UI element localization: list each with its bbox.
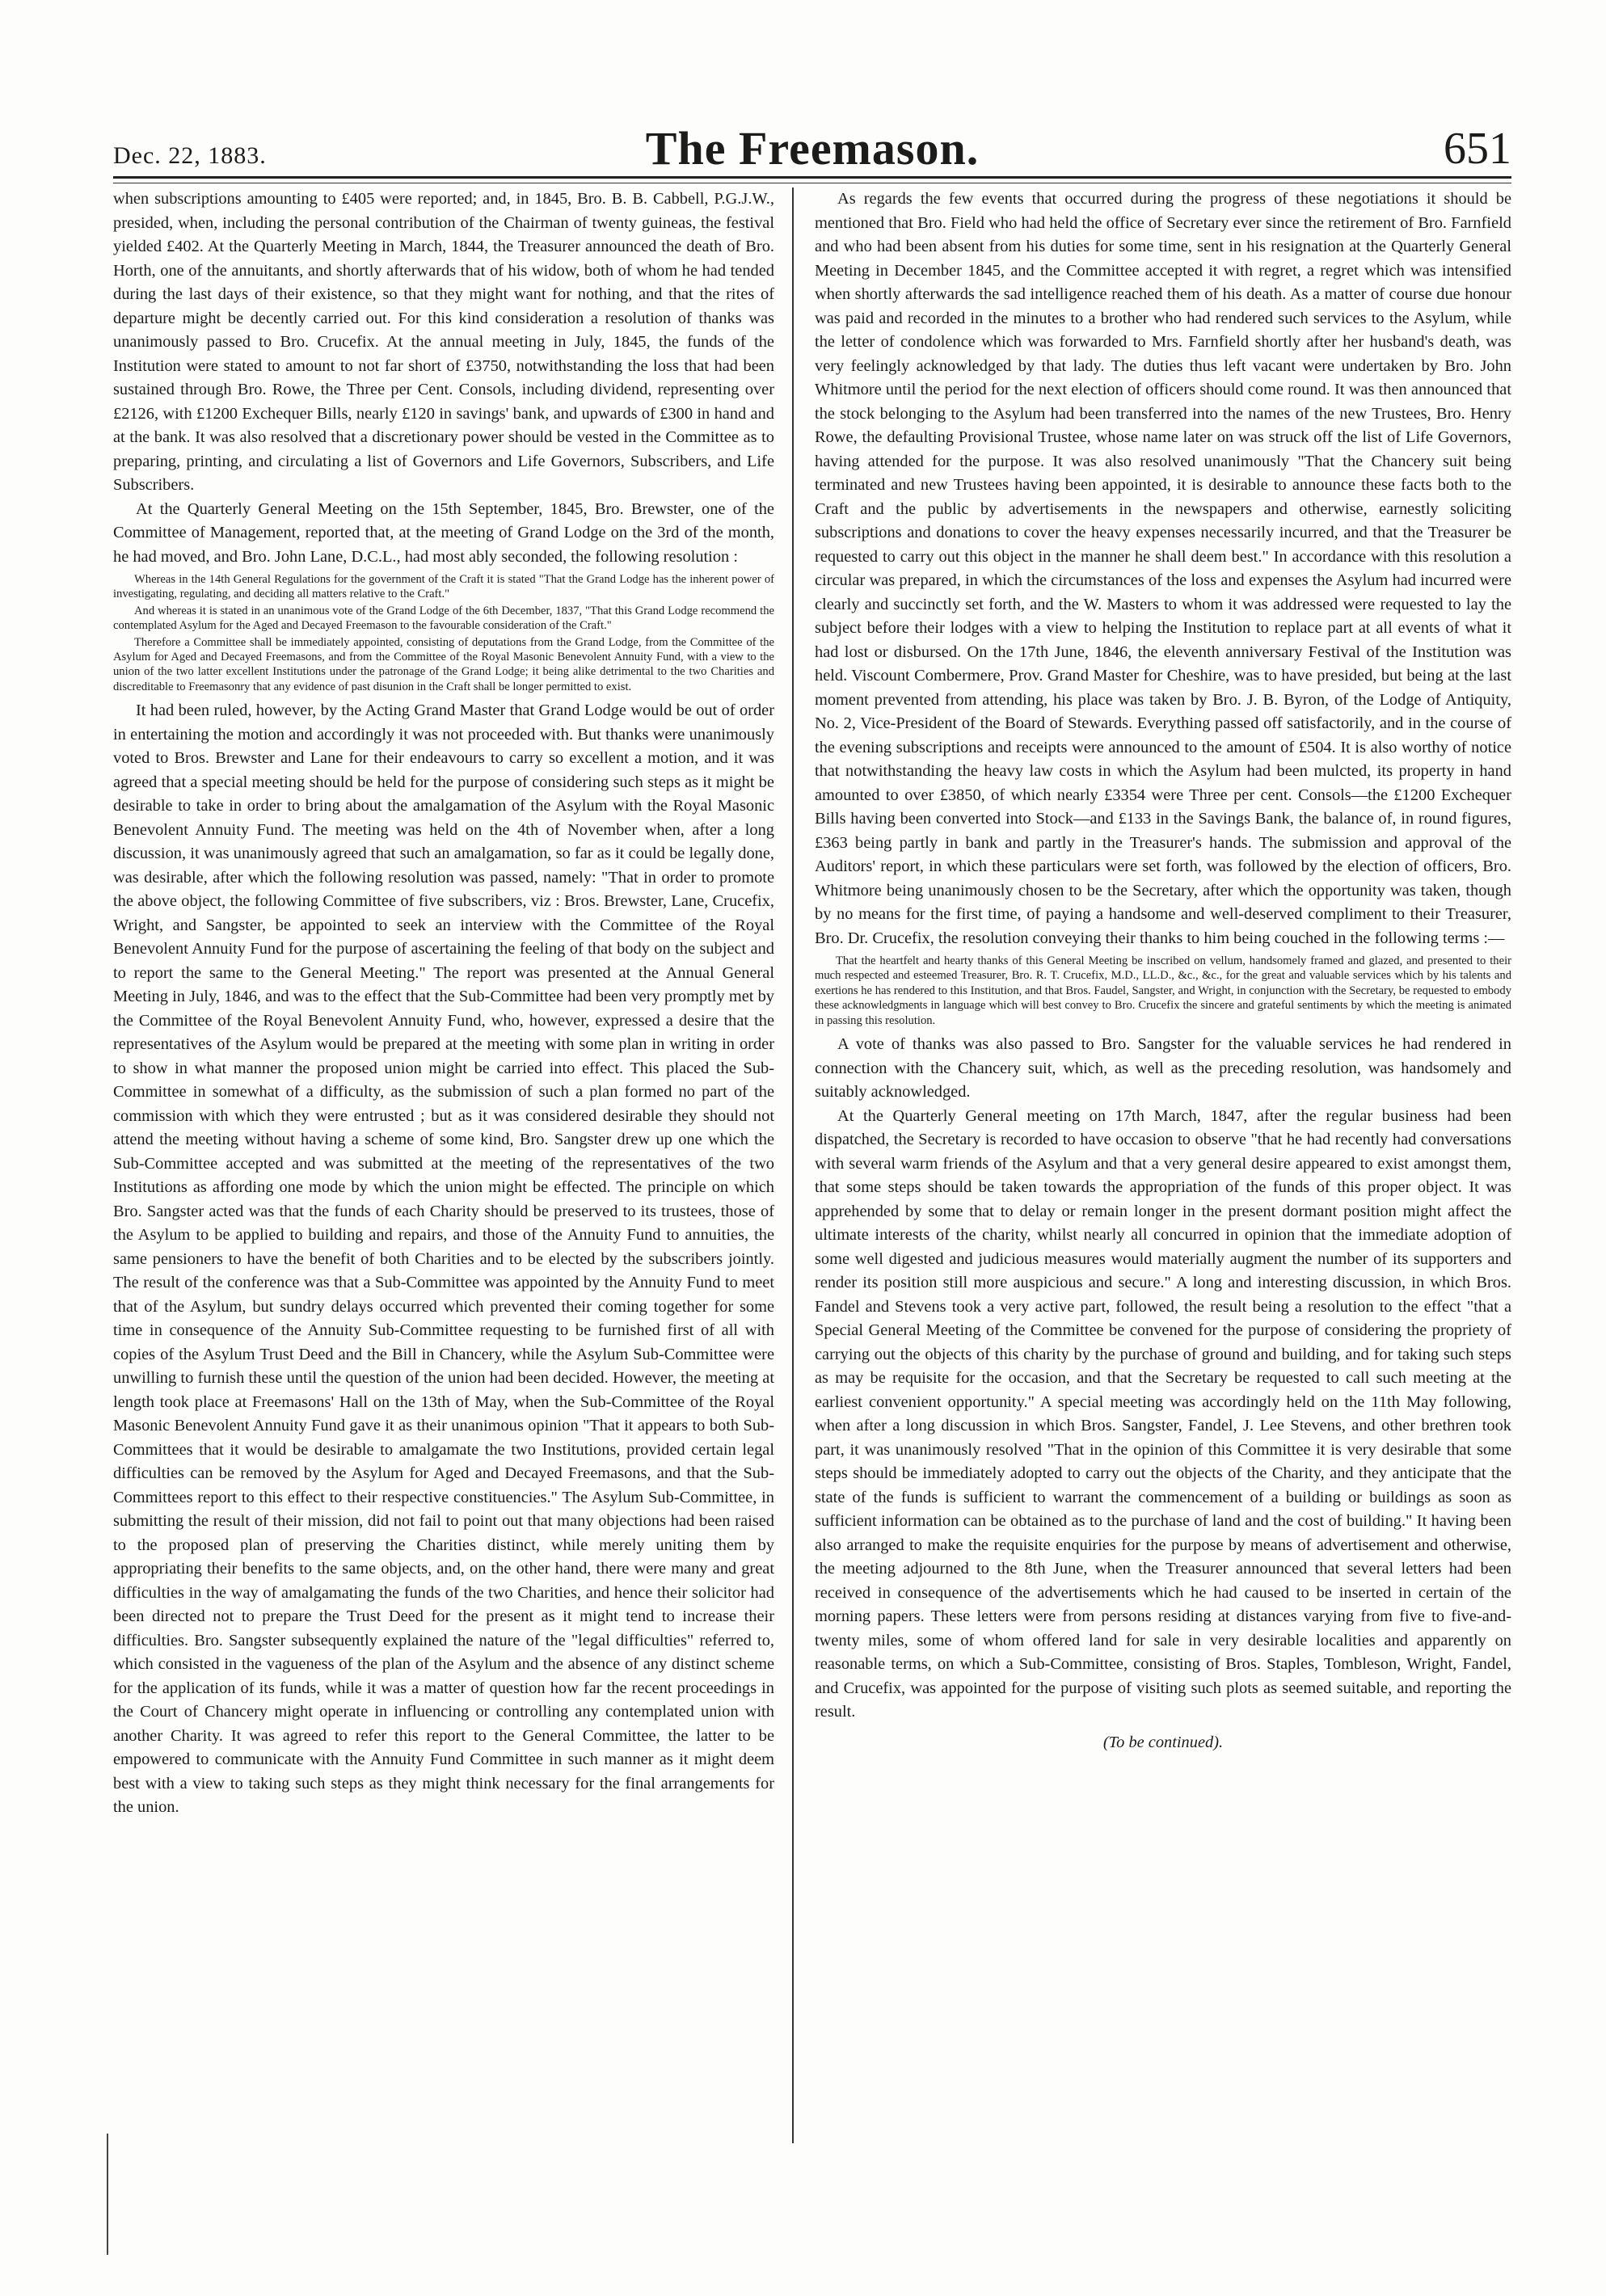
newspaper-title: The Freemason.: [645, 122, 980, 175]
margin-mark: [107, 2134, 108, 2255]
article-paragraph: A vote of thanks was also passed to Bro. Sangster for the valuable services he had rendered in connection with the Chancery suit, which, as well as the preceding resolution, was handsomely and suitably acknowledged.: [815, 1035, 1511, 1102]
left-column: [113, 187, 774, 2135]
resolution-clause: Therefore a Committee shall be immediately appointed, consisting of deputations from the Grand Lodge, from the Committee of the Asylum for Aged and Decayed Freemasons, and from the Committee of the Royal Masonic Benevolent Annuity Fund, with a view to the union of the two latter excellent Institutions under the patronage of the Grand Lodge; it being alike detrimental to the two Charities and discreditable to Freemasonry that any evidence of past disunion in the Craft shall be longer permitted to exist.: [113, 635, 774, 693]
column-divider: [792, 187, 794, 2143]
masthead: [113, 121, 1511, 178]
resolution-clause: And whereas it is stated in an unanimous vote of the Grand Lodge of the 6th December, 1837, "That this Grand Lodge recommend the contemplated Asylum for the Aged and Decayed Freemason to the favourable consideration of the Craft.": [113, 604, 774, 633]
article-paragraph: It had been ruled, however, by the Acting Grand Master that Grand Lodge would be out of order in entertaining the motion and accordingly it was not proceeded with. But thanks were unanimously voted to Bros. Brewster and Lane for their endeavours to carry so excellent a motion, and it was agreed that a special meeting should be held for the purpose of considering such steps as it might be desirable to take in order to bring about the amalgamation of the Asylum with the Royal Masonic Benevolent Annuity Fund. The meeting was held on the 4th of November when, after a long discussion, it was unanimously agreed that such an amalgamation, so far as it could be legally done, was desirable, after which the following resolution was passed, namely: "That in order to promote the above object, the following Committee of five subscribers, viz : Bros. Brewster, Lane, Crucefix, Wright, and Sangster, be appointed to seek an interview with the Committee of the Royal Benevolent Annuity Fund for the purpose of ascertaining the feeling of that body on the subject and to report the same to the General Meeting." The report was presented at the Annual General Meeting in July, 1846, and was to the effect that the Sub-Committee had been very promptly met by the Committee of the Royal Benevolent Annuity Fund, who, however, expressed a desire that the representatives of the Asylum would be prepared at the meeting with some plan in writing in order to show in what manner the proposed union might be carried into effect. This placed the Sub-Committee in somewhat of a difficulty, as the submission of such a plan formed no part of the commission with which they were entrusted ; but as it was considered desirable they should not attend the meeting without having a scheme of some kind, Bro. Sangster drew up one which the Sub-Committee accepted and was submitted at the meeting of the representatives of the two Institutions as affording one mode by which the union might be effected. The principle on which Bro. Sangster acted was that the funds of each Charity should be preserved to its trustees, those of the Asylum to be applied to building and repairs, and those of the Annuity Fund to annuities, the same pensioners to have the benefit of both Charities and to be elected by the subscribers jointly. The result of the conference was that a Sub-Committee was appointed by the Annuity Fund to meet that of the Asylum, but sundry delays occurred which prevented their coming together for some time in consequence of the Annuity Sub-Committee requesting to be furnished first of all with copies of the Asylum Trust Deed and the Bill in Chancery, while the Asylum Sub-Committee were unwilling to furnish these until the question of the union had been decided. However, the meeting at length took place at Freemasons' Hall on the 13th of May, when the Sub-Committee of the Royal Masonic Benevolent Annuity Fund gave it as their unanimous opinion "That it appears to both Sub-Committees that it would be desirable to amalgamate the two Institutions, provided certain legal difficulties can be removed by the Asylum for Aged and Decayed Freemasons, and that the Sub-Committees report to this effect to their respective constituencies." The Asylum Sub-Committee, in submitting the result of their mission, did not fail to point out that many objections had been raised to the proposed plan of preserving the Charities distinct, while merely uniting them by appropriating their benefits to the same objects, and, on the other hand, there were many and great difficulties in the way of amalgamating the funds of the two Charities, and hence their solicitor had been directed not to prepare the Trust Deed for the present as it might tend to increase their difficulties. Bro. Sangster subsequently explained the nature of the "legal difficulties" referred to, which consisted in the vagueness of the plan of the Asylum and the absence of any distinct scheme for the application of its funds, while it was a matter of question how far the recent proceedings in the Court of Chancery might operate in influencing or controlling any contemplated union with another Charity. It was agreed to refer this report to the General Committee, the latter to be empowered to communicate with the Annuity Fund Committee in such manner as it might deem best with a view to taking such steps as they might think necessary for the final arrangements for the union.: [113, 701, 774, 1817]
issue-date: Dec. 22, 1883.: [113, 142, 267, 169]
article-paragraph: when subscriptions amounting to £405 were reported; and, in 1845, Bro. B. B. Cabbell, P.G.J.W., presided, when, including the personal contribution of the Chairman of twenty guineas, the festival yielded £402. At the Quarterly Meeting in March, 1844, the Treasurer announced the death of Bro. Horth, one of the annuitants, and shortly afterwards that of his widow, both of whom he had tended during the last days of their existence, so that they might want for nothing, and that the rites of departure might be decently carried out. For this kind consideration a resolution of thanks was unanimously passed to Bro. Crucefix. At the annual meeting in July, 1845, the funds of the Institution were stated to amount to not far short of £3750, notwithstanding the loss that had been sustained through Bro. Rowe, the Three per Cent. Consols, including dividend, representing over £2126, with £1200 Exchequer Bills, nearly £120 in savings' bank, and upwards of £300 in hand and at the bank. It was also resolved that a discretionary power should be vested in the Committee as to preparing, printing, and circulating a list of Governors and Life Governors, Subscribers, and Life Subscribers.: [113, 190, 774, 494]
resolution-clause: Whereas in the 14th General Regulations for the government of the Craft it is stated "That the Grand Lodge has the inherent power of investigating, regulating, and deciding all matters relative to the Craft.": [113, 573, 774, 601]
article-paragraph: At the Quarterly General meeting on 17th March, 1847, after the regular business had been dispatched, the Secretary is recorded to have occasion to observe "that he had recently had conversations with several warm friends of the Asylum and that a very general desire appeared to exist amongst them, that some steps should be taken towards the appropriation of the funds of this proper object. It was apprehended by some that to delay or remain longer in the present dormant position might affect the ultimate interests of the charity, whilst nearly all concurred in opinion that the immediate adoption of some well digested and judicious measures would materially augment the number of its supporters and render its position still more auspicious and secure." A long and interesting discussion, in which Bros. Fandel and Stevens took a very active part, followed, the result being a resolution to the effect "that a Special General Meeting of the Committee be convened for the purpose of considering the propriety of carrying out the objects of this charity by the purchase of ground and building, and for taking such steps as may be requisite for the occasion, and that the Secretary be requested to call such meeting at the earliest convenient opportunity." A special meeting was accordingly held on the 11th May following, when after a long discussion in which Bros. Sangster, Fandel, J. Lee Stevens, and other brethren took part, it was unanimously resolved "That in the opinion of this Committee it is very desirable that some steps should be immediately adopted to carry out the objects of the Charity, and they anticipate that the state of the funds is sufficient to warrant the commencement of a building or buildings as soon as sufficient information can be obtained as to the purchase of land and the cost of building." It having been also arranged to make the requisite enquiries for the purpose by means of advertisement and otherwise, the meeting adjourned to the 8th June, when the Treasurer announced that several letters had been received in consequence of the advertisements which he had caused to be inserted in certain of the morning papers. These letters were from persons residing at distances varying from five to five-and-twenty miles, some of whom offered land for sale in very desirable localities and apparently on reasonable terms, on which a Sub-Committee, consisting of Bros. Staples, Tombleson, Wright, Fandel, and Crucefix, was appointed for the purpose of visiting such plots as seemed suitable, and reporting the result.: [815, 1106, 1511, 1721]
header-rule-thick: [113, 176, 1511, 179]
right-column: [815, 187, 1511, 2135]
resolution-text: That the heartfelt and hearty thanks of this General Meeting be inscribed on vellum, handsomely framed and glazed, and presented to their much respected and esteemed Treasurer, Bro. R. T. Crucefix, M.D., LL.D., &c., &c., for the great and valuable services which by his talents and exertions he has rendered to this Institution, and that Bros. Faudel, Sangster, and Wright, in conjunction with the Secretary, be requested to embody these acknowledgments in language which will best convey to Bro. Crucefix the sincere and grateful sentiments by which the meeting is animated in passing this resolution.: [815, 954, 1511, 1027]
thanks-resolution: [815, 954, 1511, 1028]
article-paragraph: As regards the few events that occurred during the progress of these negotiations it should be mentioned that Bro. Field who had held the office of Secretary ever since the retirement of Bro. Farnfield and who had been absent from his duties for some time, sent in his resignation at the Quarterly General Meeting in December 1845, and the Committee accepted it with regret, a regret which was intensified when shortly afterwards the sad intelligence reached them of his death. As a matter of course due honour was paid and recorded in the minutes to a brother who had rendered such services to the Asylum, while the letter of condolence which was forwarded to Mrs. Farnfield shortly after her husband's death, was very feelingly acknowledged by that lady. The duties thus left vacant were undertaken by Bro. John Whitmore until the period for the next election of officers should come round. It was then announced that the stock belonging to the Asylum had been transferred into the names of the new Trustees, Bro. Henry Rowe, the defaulting Provisional Trustee, whose name later on was struck off the list of Life Governors, having attended for the purpose. It was also resolved unanimously "That the Chancery suit being terminated and new Trustees having been appointed, it is desirable to announce these facts both to the Craft and the public by advertisements in the newspapers and otherwise, earnestly soliciting subscriptions and donations to cover the heavy expenses necessarily incurred, and that the Treasurer be requested to carry out this object in the manner he shall deem best." In accordance with this resolution a circular was prepared, in which the circumstances of the loss and expenses the Asylum had incurred were clearly and succinctly set forth, and the W. Masters to whom it was addressed were requested to lay the subject before their lodges with a view to helping the Institution to replace part at all events of what it had lost or disbursed. On the 17th June, 1846, the eleventh anniversary Festival of the Institution was held. Viscount Combermere, Prov. Grand Master for Cheshire, was to have presided, but being at the last moment prevented from attending, his place was taken by Bro. J. B. Byron, of the Lodge of Antiquity, No. 2, Vice-President of the Board of Stewards. Everything passed off satisfactorily, and in the course of the evening subscriptions and receipts were announced to the amount of £504. It is also worthy of notice that notwithstanding the heavy law costs in which the Asylum had been mulcted, its property in hand amounted to over £3850, of which nearly £3354 were Three per cent. Consols—the £1200 Exchequer Bills having been converted into Stock—and £133 in the Savings Bank, the balance of, in round figures, £363 being partly in bank and partly in the Treasurer's hands. The submission and approval of the Auditors' report, in which these particulars were set forth, was followed by the election of officers, Bro. Whitmore being unanimously chosen to be the Secretary, after which the opportunity was taken, though by no means for the first time, of paying a handsome and well-deserved compliment to their Treasurer, Bro. Dr. Crucefix, the resolution conveying their thanks to him being couched in the following terms :—: [815, 190, 1511, 947]
page-number: 651: [1444, 124, 1511, 174]
article-paragraph: At the Quarterly General Meeting on the 15th September, 1845, Bro. Brewster, one of the Committee of Management, reported that, at the meeting of Grand Lodge on the 3rd of the month, he had moved, and Bro. John Lane, D.C.L., had most ably seconded, the following resolution :: [113, 499, 774, 566]
grand-lodge-resolution: [113, 572, 774, 694]
to-be-continued: (To be continued).: [1102, 1733, 1224, 1751]
